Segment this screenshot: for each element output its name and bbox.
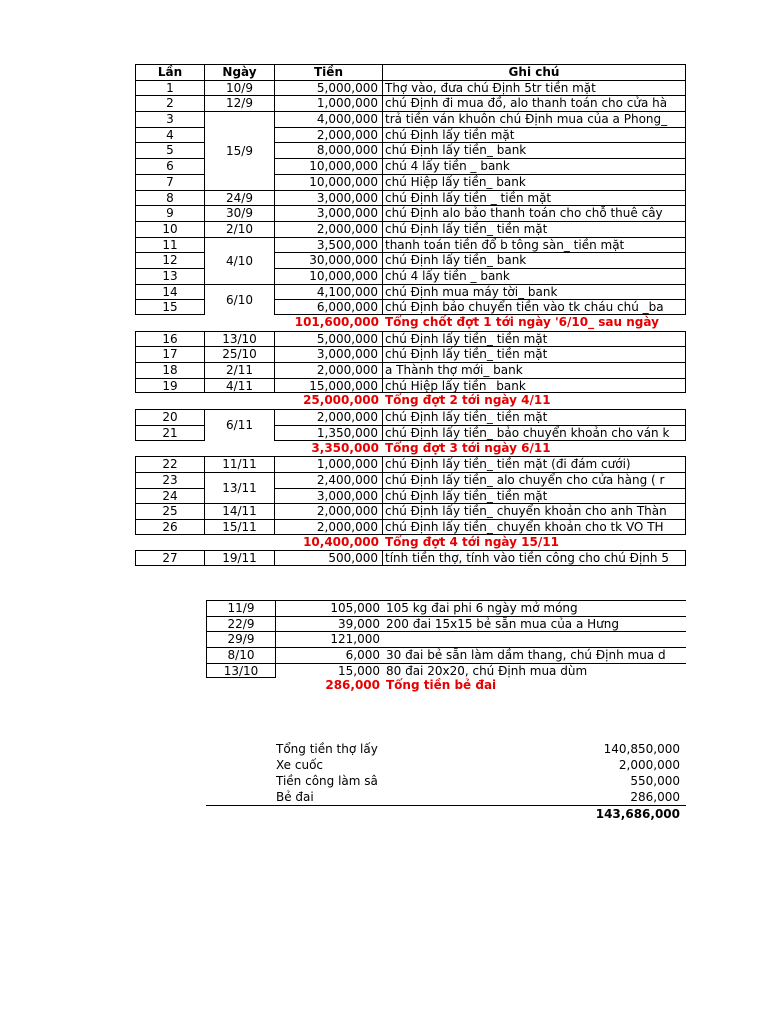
cell-tien: 4,100,000 xyxy=(275,284,383,300)
summary-label: Xe cuốc xyxy=(276,758,324,772)
bedai-row xyxy=(206,600,686,616)
cell-tien: 2,000,000 xyxy=(275,127,383,143)
cell-note: chú Định lấy tiền_ tiền mặt xyxy=(383,331,686,347)
cell-note: chú Hiệp lấy tiền_ bank xyxy=(383,378,686,394)
group-3 xyxy=(135,409,686,440)
cell-note: a Thành thợ mới_ bank xyxy=(383,362,686,378)
cell-tien: 15,000 xyxy=(276,663,384,679)
cell-lan: 9 xyxy=(135,205,205,221)
table-row xyxy=(135,190,686,206)
bedai-total-amount: 286,000 xyxy=(325,678,380,693)
cell-tien: 30,000,000 xyxy=(275,252,383,268)
cell-note: trả tiền ván khuôn chú Định mua của a Phong_ xyxy=(383,111,686,127)
cell-ngay: 25/10 xyxy=(205,346,275,362)
group-2 xyxy=(135,331,686,394)
cell-note: chú Định lấy tiền _ tiền mặt xyxy=(383,190,686,206)
cell-note: chú Định đi mua đồ, alo thanh toán cho cửa hà xyxy=(383,95,686,111)
summary-row xyxy=(206,773,686,789)
cell-lan: 23 xyxy=(135,472,205,488)
cell-ngay: 11/11 xyxy=(205,456,275,472)
total-row-2 xyxy=(135,393,686,409)
total-label: Tổng đợt 2 tới ngày 4/11 xyxy=(385,393,551,408)
cell-lan: 16 xyxy=(135,331,205,347)
summary-row xyxy=(206,757,686,773)
cell-lan: 18 xyxy=(135,362,205,378)
table-row xyxy=(135,503,686,519)
cell-lan: 15 xyxy=(135,299,205,315)
table-row xyxy=(135,550,686,566)
cell-note: 200 đai 15x15 bẻ sẵn mua của a Hưng xyxy=(384,616,686,632)
summary-label: Bẻ đai xyxy=(276,790,314,804)
cell-tien: 15,000,000 xyxy=(275,378,383,394)
cell-lan: 24 xyxy=(135,488,205,504)
cell-note: chú Định lấy tiền_ alo chuyển cho cửa hàng ( r xyxy=(383,472,686,488)
table-row xyxy=(135,221,686,237)
table-row xyxy=(135,346,686,362)
cell-tien: 105,000 xyxy=(276,600,384,616)
cell-lan: 20 xyxy=(135,409,205,425)
cell-tien: 2,000,000 xyxy=(275,409,383,425)
cell-tien: 10,000,000 xyxy=(275,174,383,190)
cell-ngay: 14/11 xyxy=(205,503,275,519)
cell-tien: 2,000,000 xyxy=(275,503,383,519)
total-amount: 101,600,000 xyxy=(294,315,379,329)
table-row xyxy=(135,331,686,347)
cell-tien: 1,350,000 xyxy=(275,425,383,441)
bedai-row xyxy=(206,663,686,679)
cell-tien: 2,000,000 xyxy=(275,362,383,378)
cell-note: chú Định lấy tiền_ tiền mặt (đi đám cưới) xyxy=(383,456,686,472)
cell-tien: 2,000,000 xyxy=(275,519,383,535)
summary-total-value: 143,686,000 xyxy=(595,807,680,821)
cell-note: 80 đai 20x20, chú Định mua dùm xyxy=(384,663,686,679)
bedai-row xyxy=(206,616,686,632)
cell-tien: 6,000,000 xyxy=(275,299,383,315)
bedai-total-label: Tổng tiền bẻ đai xyxy=(386,678,497,693)
cell-ngay: 10/9 xyxy=(205,80,275,96)
bedai-table xyxy=(206,600,686,694)
cell-tien: 3,000,000 xyxy=(275,346,383,362)
table-header xyxy=(135,64,686,80)
cell-ngay: 2/10 xyxy=(205,221,275,237)
cell-lan: 12 xyxy=(135,252,205,268)
summary-value: 550,000 xyxy=(630,774,680,788)
cell-tien: 3,500,000 xyxy=(275,237,383,253)
cell-ngay-merged: 13/11 xyxy=(205,472,275,503)
table-row xyxy=(135,519,686,535)
cell-ngay: 15/11 xyxy=(205,519,275,535)
total-label: Tổng đợt 3 tới ngày 6/11 xyxy=(385,440,551,455)
cell-lan: 11 xyxy=(135,237,205,253)
cell-lan: 13 xyxy=(135,268,205,284)
table-row xyxy=(135,362,686,378)
cell-lan: 14 xyxy=(135,284,205,300)
cell-note: chú Định lấy tiền mặt xyxy=(383,127,686,143)
cell-note: chú Định alo bảo thanh toán cho chỗ thuê cây xyxy=(383,205,686,221)
cell-ngay-merged: 6/10 xyxy=(205,284,275,315)
cell-note: chú Định lấy tiền_ bank xyxy=(383,252,686,268)
cell-lan: 26 xyxy=(135,519,205,535)
cell-note: chú 4 lấy tiền _ bank xyxy=(383,268,686,284)
cell-ngay: 24/9 xyxy=(205,190,275,206)
cell-tien: 1,000,000 xyxy=(275,456,383,472)
cell-note: chú Định lấy tiền_ bảo chuyển khoản cho ván k xyxy=(383,425,686,441)
cell-ngay-merged: 6/11 xyxy=(205,409,275,440)
table-row xyxy=(135,456,686,472)
cell-note: chú Định mua máy tời_ bank xyxy=(383,284,686,300)
summary-block xyxy=(206,741,686,822)
cell-tien: 4,000,000 xyxy=(275,111,383,127)
cell-tien: 3,000,000 xyxy=(275,190,383,206)
cell-ngay: 29/9 xyxy=(206,631,276,647)
table-row xyxy=(135,95,686,111)
cell-note: chú Định bảo chuyển tiền vào tk cháu chú _ba xyxy=(383,299,686,315)
cell-tien: 3,000,000 xyxy=(275,205,383,221)
cell-tien: 500,000 xyxy=(275,550,383,566)
cell-note: Thợ vào, đưa chú Định 5tr tiền mặt xyxy=(383,80,686,96)
cell-lan: 3 xyxy=(135,111,205,127)
cell-ngay: 13/10 xyxy=(206,663,276,679)
cell-lan: 17 xyxy=(135,346,205,362)
cell-lan: 7 xyxy=(135,174,205,190)
cell-note: chú Định lấy tiền_ tiền mặt xyxy=(383,409,686,425)
cell-lan: 2 xyxy=(135,95,205,111)
cell-tien: 8,000,000 xyxy=(275,142,383,158)
cell-ngay: 2/11 xyxy=(205,362,275,378)
header-tien: Tiền xyxy=(275,64,383,80)
cell-lan: 5 xyxy=(135,142,205,158)
summary-label: Tổng tiền thợ lấy xyxy=(276,742,378,756)
table-row xyxy=(135,205,686,221)
group-4 xyxy=(135,456,686,534)
cell-ngay: 4/11 xyxy=(205,378,275,394)
cell-note: chú Định lấy tiền_ tiền mặt xyxy=(383,221,686,237)
header-ghichu: Ghi chú xyxy=(383,64,686,80)
total-amount: 10,400,000 xyxy=(303,534,379,549)
summary-row xyxy=(206,789,686,805)
bedai-row xyxy=(206,647,686,663)
cell-tien: 6,000 xyxy=(276,647,384,663)
total-amount: 25,000,000 xyxy=(303,393,379,408)
cell-lan: 6 xyxy=(135,158,205,174)
cell-lan: 4 xyxy=(135,127,205,143)
cell-note: chú Định lấy tiền_ chuyển khoản cho anh Thàn xyxy=(383,503,686,519)
cell-tien: 2,400,000 xyxy=(275,472,383,488)
cell-ngay: 11/9 xyxy=(206,600,276,616)
cell-note: 105 kg đai phi 6 ngày mở móng xyxy=(384,600,686,616)
total-row-4 xyxy=(135,535,686,551)
group-1 xyxy=(135,80,686,315)
cell-tien: 5,000,000 xyxy=(275,331,383,347)
cell-ngay-merged: 15/9 xyxy=(205,111,275,190)
cell-ngay: 12/9 xyxy=(205,95,275,111)
total-amount: 3,350,000 xyxy=(311,440,379,455)
total-row-1 xyxy=(135,315,686,331)
cell-note: chú 4 lấy tiền _ bank xyxy=(383,158,686,174)
total-label: Tổng chốt đợt 1 tới ngày '6/10_ sau ngày xyxy=(385,315,659,329)
table-row xyxy=(135,80,686,96)
bedai-row xyxy=(206,631,686,647)
cell-lan: 10 xyxy=(135,221,205,237)
table-row xyxy=(135,378,686,394)
cell-tien: 121,000 xyxy=(276,631,384,647)
summary-row xyxy=(206,741,686,757)
summary-value: 140,850,000 xyxy=(603,742,680,756)
cell-lan: 1 xyxy=(135,80,205,96)
cell-tien: 10,000,000 xyxy=(275,158,383,174)
total-row-3 xyxy=(135,441,686,457)
cell-tien: 5,000,000 xyxy=(275,80,383,96)
cell-note: chú Định lấy tiền_ tiền mặt xyxy=(383,488,686,504)
cell-ngay: 22/9 xyxy=(206,616,276,632)
summary-total-row xyxy=(206,805,686,822)
cell-note: tính tiền thợ, tính vào tiền công cho chú Định 5 xyxy=(383,550,686,566)
payment-table xyxy=(135,64,686,566)
cell-note: chú Định lấy tiền_ chuyển khoản cho tk VO TH xyxy=(383,519,686,535)
cell-tien: 1,000,000 xyxy=(275,95,383,111)
cell-tien: 3,000,000 xyxy=(275,488,383,504)
cell-ngay: 19/11 xyxy=(205,550,275,566)
cell-note: chú Hiệp lấy tiền_ bank xyxy=(383,174,686,190)
cell-ngay: 13/10 xyxy=(205,331,275,347)
cell-note xyxy=(384,631,686,647)
cell-lan: 19 xyxy=(135,378,205,394)
cell-ngay-merged: 4/10 xyxy=(205,237,275,284)
cell-note: 30 đai bẻ sẵn làm dầm thang, chú Định mua d xyxy=(384,647,686,663)
cell-note: thanh toán tiền đổ b tông sàn_ tiền mặt xyxy=(383,237,686,253)
cell-lan: 27 xyxy=(135,550,205,566)
bedai-total-row xyxy=(206,678,686,694)
cell-note: chú Định lấy tiền_ tiền mặt xyxy=(383,346,686,362)
cell-lan: 8 xyxy=(135,190,205,206)
total-label: Tổng đợt 4 tới ngày 15/11 xyxy=(385,534,559,549)
cell-lan: 22 xyxy=(135,456,205,472)
cell-tien: 2,000,000 xyxy=(275,221,383,237)
cell-note: chú Định lấy tiền_ bank xyxy=(383,142,686,158)
header-lan: Lần xyxy=(135,64,205,80)
cell-ngay: 30/9 xyxy=(205,205,275,221)
cell-tien: 10,000,000 xyxy=(275,268,383,284)
cell-lan: 25 xyxy=(135,503,205,519)
cell-lan: 21 xyxy=(135,425,205,441)
cell-ngay: 8/10 xyxy=(206,647,276,663)
cell-tien: 39,000 xyxy=(276,616,384,632)
summary-value: 2,000,000 xyxy=(618,758,680,772)
header-ngay: Ngày xyxy=(205,64,275,80)
summary-label: Tiền công làm sâ xyxy=(276,774,378,788)
summary-value: 286,000 xyxy=(630,790,680,804)
